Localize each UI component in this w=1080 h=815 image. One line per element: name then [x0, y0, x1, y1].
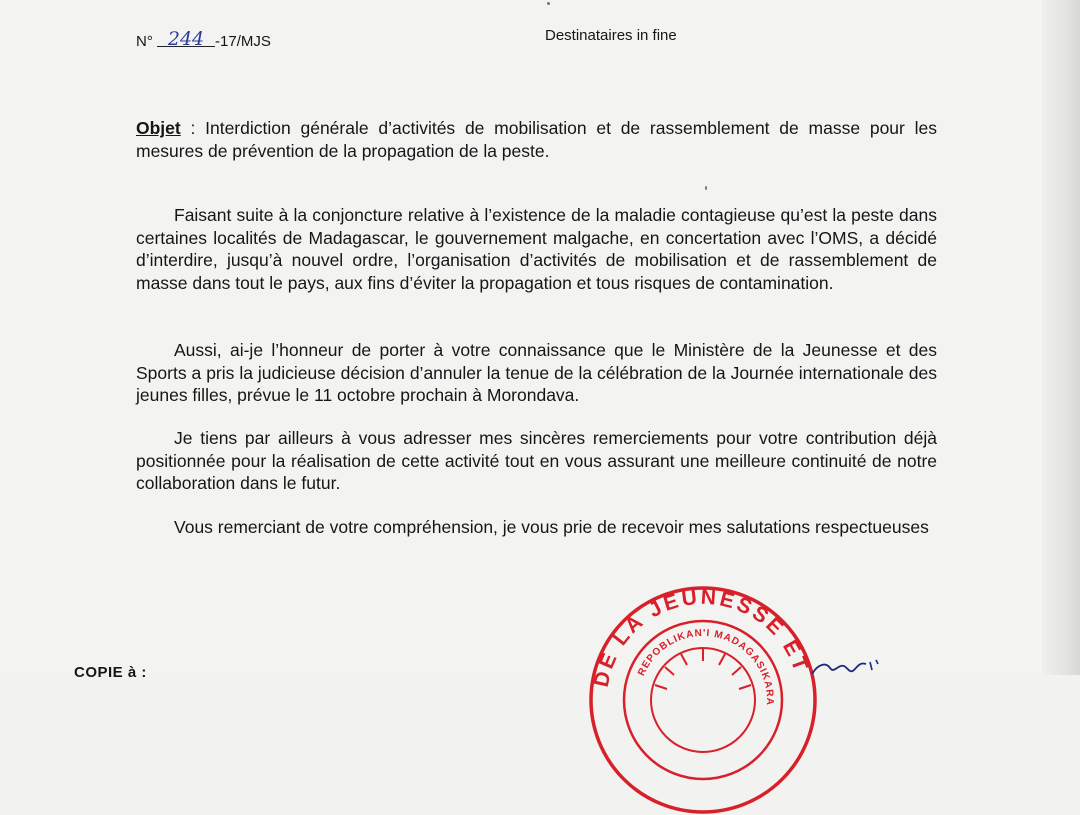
subject-label: Objet: [136, 118, 181, 138]
recipients-line: Destinataires in fine: [545, 27, 677, 44]
subject-text: : Interdiction générale d’activités de mobilisation et de rassemblement de masse pour les mesures de prévention de la propagation de la peste.: [136, 118, 937, 161]
page-edge-shadow: [1042, 0, 1080, 675]
seal-inner-text: REPOBLIKAN'I MADAGASIKARA: [636, 627, 776, 707]
subject-block: [136, 117, 937, 162]
seal-outer-text: DE LA JEUNESSE ET: [589, 585, 813, 690]
ref-number-handwritten: 244: [157, 32, 215, 47]
paragraph-1: Faisant suite à la conjoncture relative à l’existence de la maladie contagieuse qu’est la peste dans certaines localités de Madagascar, le gouvernement malgache, en concertation avec l’OMS, a décidé d’interdire, jusqu’à nouvel ordre, l’organisation d’activités de mobilisation et de rassemblement de masse dans tout le pays, aux fins d’éviter la propagation et tous risques de contamination.: [136, 205, 937, 293]
official-seal-stamp: [588, 585, 818, 815]
ref-prefix: N°: [136, 33, 153, 50]
paragraph-2: Aussi, ai-je l’honneur de porter à votre connaissance que le Ministère de la Jeunesse et des Sports a pris la judicieuse décision d’annuler la tenue de la célébration de la Journée internationale des jeunes filles, prévue le 11 octobre prochain à Morondava.: [136, 340, 937, 405]
scan-speck: [547, 2, 550, 5]
reference-line: [136, 28, 271, 50]
ref-suffix: -17/MJS: [215, 33, 271, 50]
scan-speck: [705, 186, 707, 190]
paragraph-3: Je tiens par ailleurs à vous adresser mes sincères remerciements pour votre contribution déjà positionnée pour la réalisation de cette activité tout en vous assurant une meilleure continuité de notre collaboration dans le futur.: [136, 428, 937, 493]
copy-to-label: COPIE à :: [74, 664, 147, 681]
handwritten-signature: [808, 656, 888, 678]
paragraph-4: Vous remerciant de votre compréhension, je vous prie de recevoir mes salutations respectueuses: [174, 517, 929, 537]
